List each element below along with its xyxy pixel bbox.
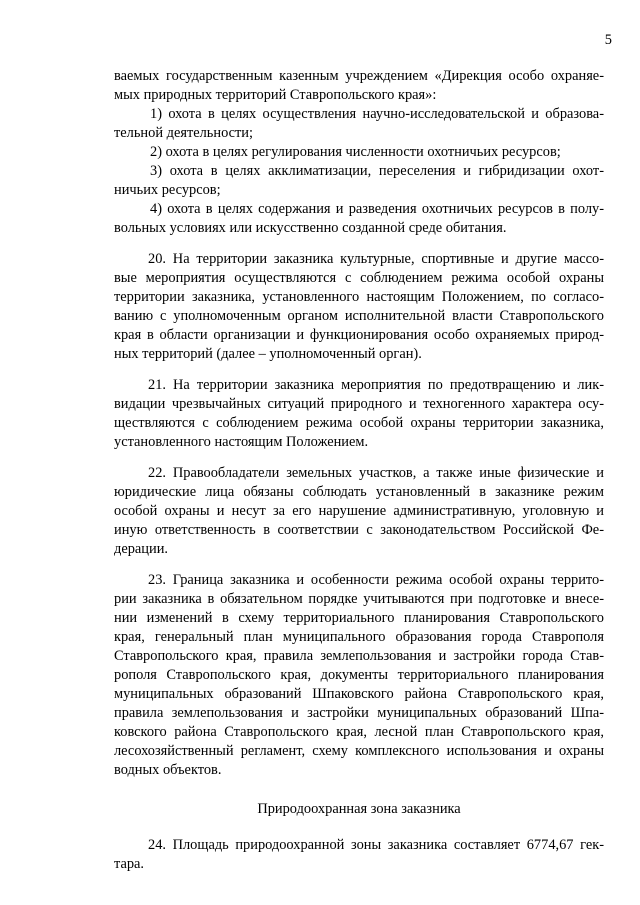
text-line: вольных условиях или искусственно созданной среде обитания. (114, 220, 507, 236)
text-line: рополя Ставропольского края, документы территориального планирования (114, 667, 604, 683)
text-line: иную ответственность в соответствии с законодательством Российской Фе- (114, 522, 604, 538)
text-line: 3) охота в целях акклиматизации, переселения и гибридизации охот- (150, 163, 604, 179)
text-line: ваемых государственным казенным учреждением «Дирекция особо охраняе- (114, 68, 604, 84)
text-line: видации чрезвычайных ситуаций природного и техногенного характера осу- (114, 396, 604, 412)
text-line: установленного настоящим Положением. (114, 434, 369, 450)
text-line: ничьих ресурсов; (114, 182, 221, 198)
text-line: 4) охота в целях содержания и разведения охотничьих ресурсов в полу- (150, 201, 604, 217)
text-line: ных территорий (далее – уполномоченный орган). (114, 346, 422, 362)
text-line: 1) охота в целях осуществления научно-исследовательской и образова- (150, 106, 604, 122)
text-line: ковского района Ставропольского края, лесной план Ставропольского края, (114, 724, 604, 740)
text-line: края, генеральный план муниципального образования города Ставрополя (114, 629, 604, 645)
text-line: 2) охота в целях регулирования численности охотничьих ресурсов; (150, 144, 561, 160)
page-number: 5 (604, 32, 612, 48)
text-line: рии заказника в обязательном порядке учитываются при подготовке и внесе- (114, 591, 604, 607)
text-line: правила землепользования и застройки муниципальных образований Шпа- (114, 705, 604, 721)
text-line: Ставропольского края, правила землепользования и застройки города Став- (114, 648, 604, 664)
text-line: дерации. (114, 541, 168, 557)
section-heading: Природоохранная зона заказника (257, 801, 461, 817)
text-line: мых природных территорий Ставропольского края»: (114, 87, 437, 103)
text-line: ществляются с соблюдением режима особой охраны территории заказника, (114, 415, 604, 431)
text-line: лесохозяйственный регламент, схему комплексного использования и охраны (114, 743, 604, 759)
text-line: 24. Площадь природоохранной зоны заказника составляет 6774,67 гек- (148, 837, 604, 853)
text-line: 21. На территории заказника мероприятия по предотвращению и лик- (148, 377, 604, 393)
text-line: особой охраны и несут за его нарушение административную, уголовную и (114, 503, 604, 519)
text-line: юридические лица обязаны соблюдать установленный в заказнике режим (114, 484, 604, 500)
text-line: вые мероприятия осуществляются с соблюдением режима особой охраны (114, 270, 604, 286)
text-line: края в области организации и функционирования особо охраняемых природ- (114, 327, 604, 343)
text-line: водных объектов. (114, 762, 222, 778)
text-line: 20. На территории заказника культурные, спортивные и другие массо- (148, 251, 604, 267)
text-line: ванию с уполномоченным органом исполнительной власти Ставропольского (114, 308, 604, 324)
text-line: 23. Граница заказника и особенности режима особой охраны террито- (148, 572, 604, 588)
text-line: территории заказника, установленного настоящим Положением, по согласо- (114, 289, 604, 305)
text-line: тара. (114, 856, 145, 872)
text-line: муниципальных образований Шпаковского района Ставропольского края, (114, 686, 604, 702)
text-line: 22. Правообладатели земельных участков, а также иные физические и (148, 465, 604, 481)
text-line: тельной деятельности; (114, 125, 253, 141)
text-line: нии изменений в схему территориального планирования Ставропольского (114, 610, 604, 626)
